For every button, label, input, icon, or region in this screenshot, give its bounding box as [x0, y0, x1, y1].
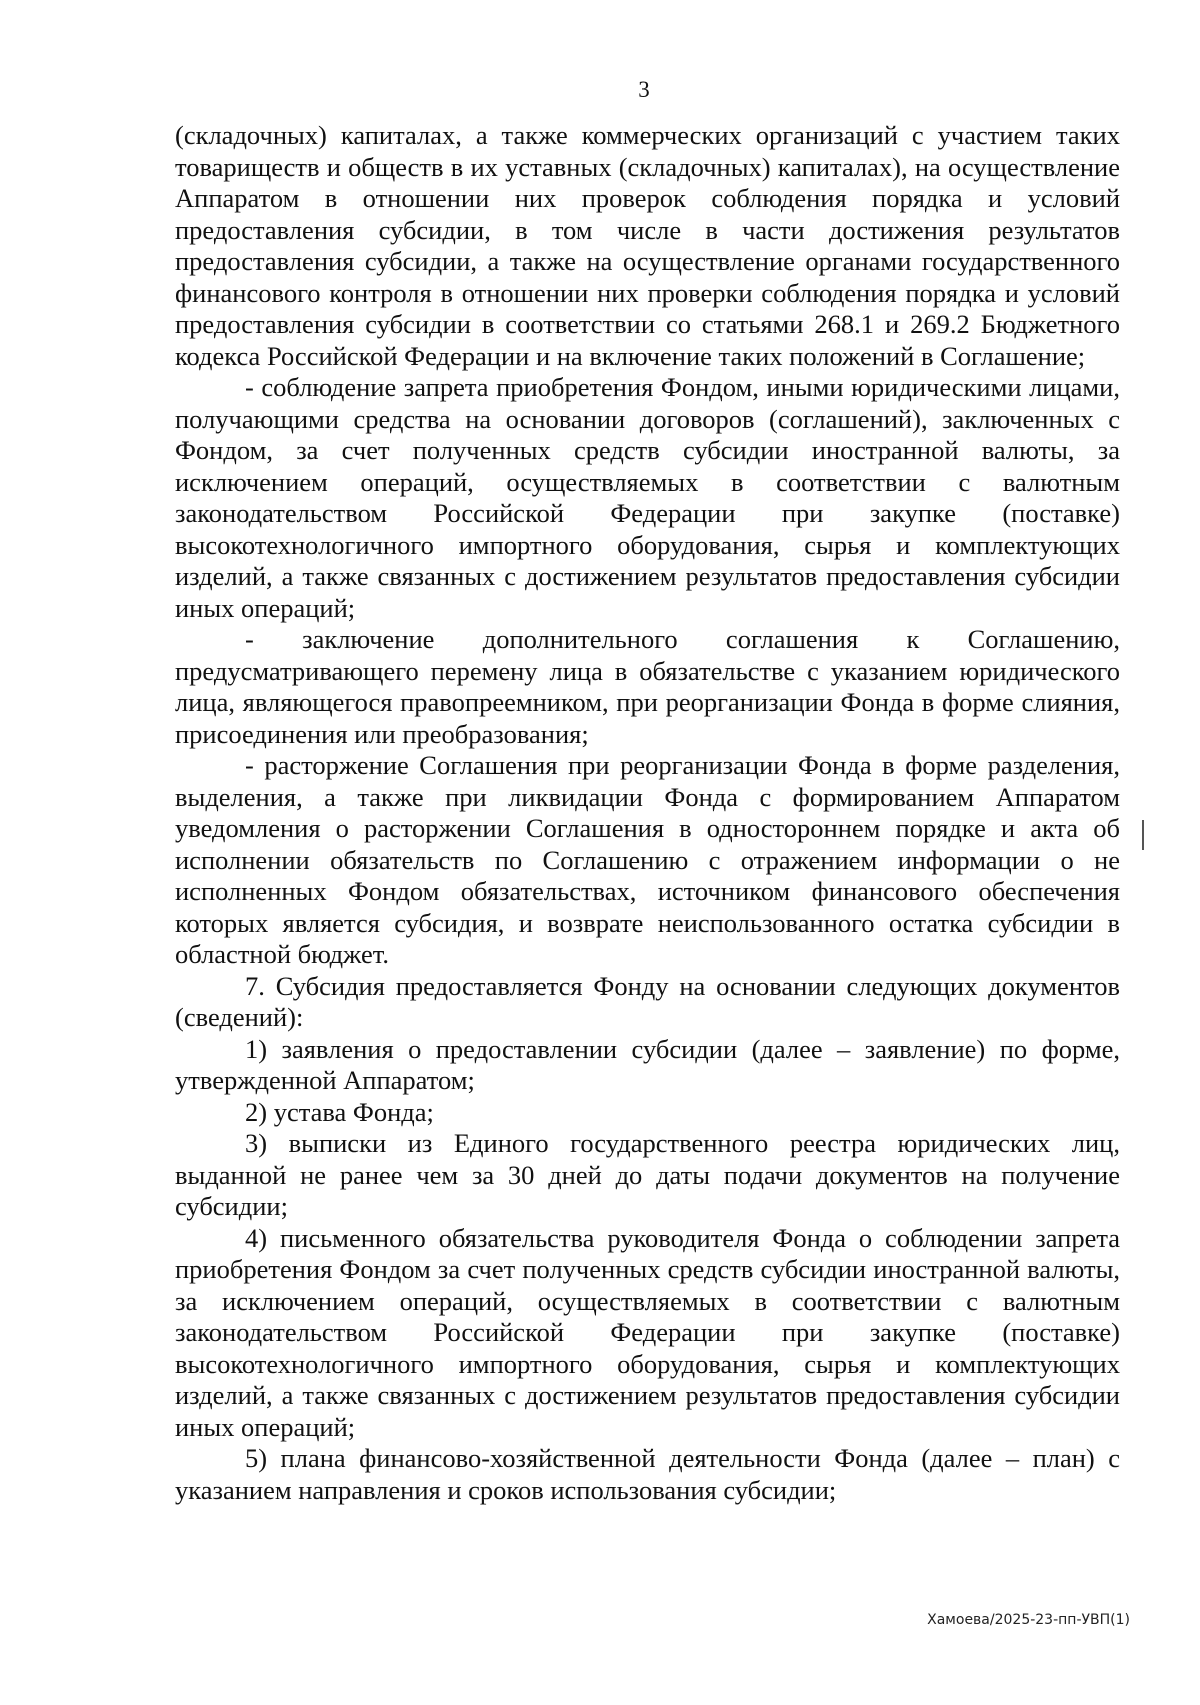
page-number: 3	[638, 77, 650, 102]
margin-scan-mark	[1142, 820, 1144, 850]
list-item-1: 1) заявления о предоставлении субсидии (далее – заявление) по форме, утвержденной Аппаратом;	[175, 1033, 1120, 1095]
list-item-4: 4) письменного обязательства руководителя Фонда о соблюдении запрета приобретения Фондом за счет полученных средств субсидии иностранной валюты, за исключением операций, осуществляемых в соответствии с валютным законодательством Российской Федерации при закупке (поставке) высокотехнологичного импортного оборудования, сырья и комплектующих изделий, а также связанных с достижением результатов предоставления субсидии иных операций;	[175, 1222, 1120, 1442]
paragraph-additional-agreement: - заключение дополнительного соглашения к Соглашению, предусматривающего перемену лица в обязательстве с указанием юридического лица, являющегося правопреемником, при реорганизации Фонда в форме слияния, присоединения или преобразования;	[175, 624, 1120, 749]
paragraph-item-7: 7. Субсидия предоставляется Фонду на основании следующих документов (сведений):	[175, 970, 1120, 1032]
list-item-2: 2) устава Фонда;	[245, 1096, 434, 1127]
document-footer-code: Хамоева/2025-23-пп-УВП(1)	[927, 1612, 1130, 1628]
paragraph-termination: - расторжение Соглашения при реорганизации Фонда в форме разделения, выделения, а также при ликвидации Фонда с формированием Аппаратом уведомления о расторжении Соглашения в одностороннем порядке и акта об исполнении обязательств по Соглашению с отражением информации о не исполненных Фондом обязательствах, источником финансового обеспечения которых является субсидия, и возврате неиспользованного остатка субсидии в областной бюджет.	[175, 750, 1120, 969]
document-body	[175, 120, 1120, 1506]
list-item-3: 3) выписки из Единого государственного реестра юридических лиц, выданной не ранее чем за 30 дней до даты подачи документов на получение субсидии;	[175, 1128, 1120, 1221]
paragraph-continuation: (складочных) капиталах, а также коммерческих организаций с участием таких товариществ и обществ в их уставных (складочных) капиталах), на осуществление Аппаратом в отношении них проверок соблюдения порядка и условий предоставления субсидии, в том числе в части достижения результатов предоставления субсидии, а также на осуществление органами государственного финансового контроля в отношении них проверки соблюдения порядка и условий предоставления субсидии в соответствии со статьями 268.1 и 269.2 Бюджетного кодекса Российской Федерации и на включение таких положений в Соглашение;	[175, 120, 1120, 371]
list-item-5: 5) плана финансово-хозяйственной деятельности Фонда (далее – план) с указанием направления и сроков использования субсидии;	[175, 1443, 1120, 1505]
paragraph-currency-ban: - соблюдение запрета приобретения Фондом, иными юридическими лицами, получающими средства на основании договоров (соглашений), заключенных с Фондом, за счет полученных средств субсидии иностранной валюты, за исключением операций, осуществляемых в соответствии с валютным законодательством Российской Федерации при закупке (поставке) высокотехнологичного импортного оборудования, сырья и комплектующих изделий, а также связанных с достижением результатов предоставления субсидии иных операций;	[175, 372, 1120, 623]
